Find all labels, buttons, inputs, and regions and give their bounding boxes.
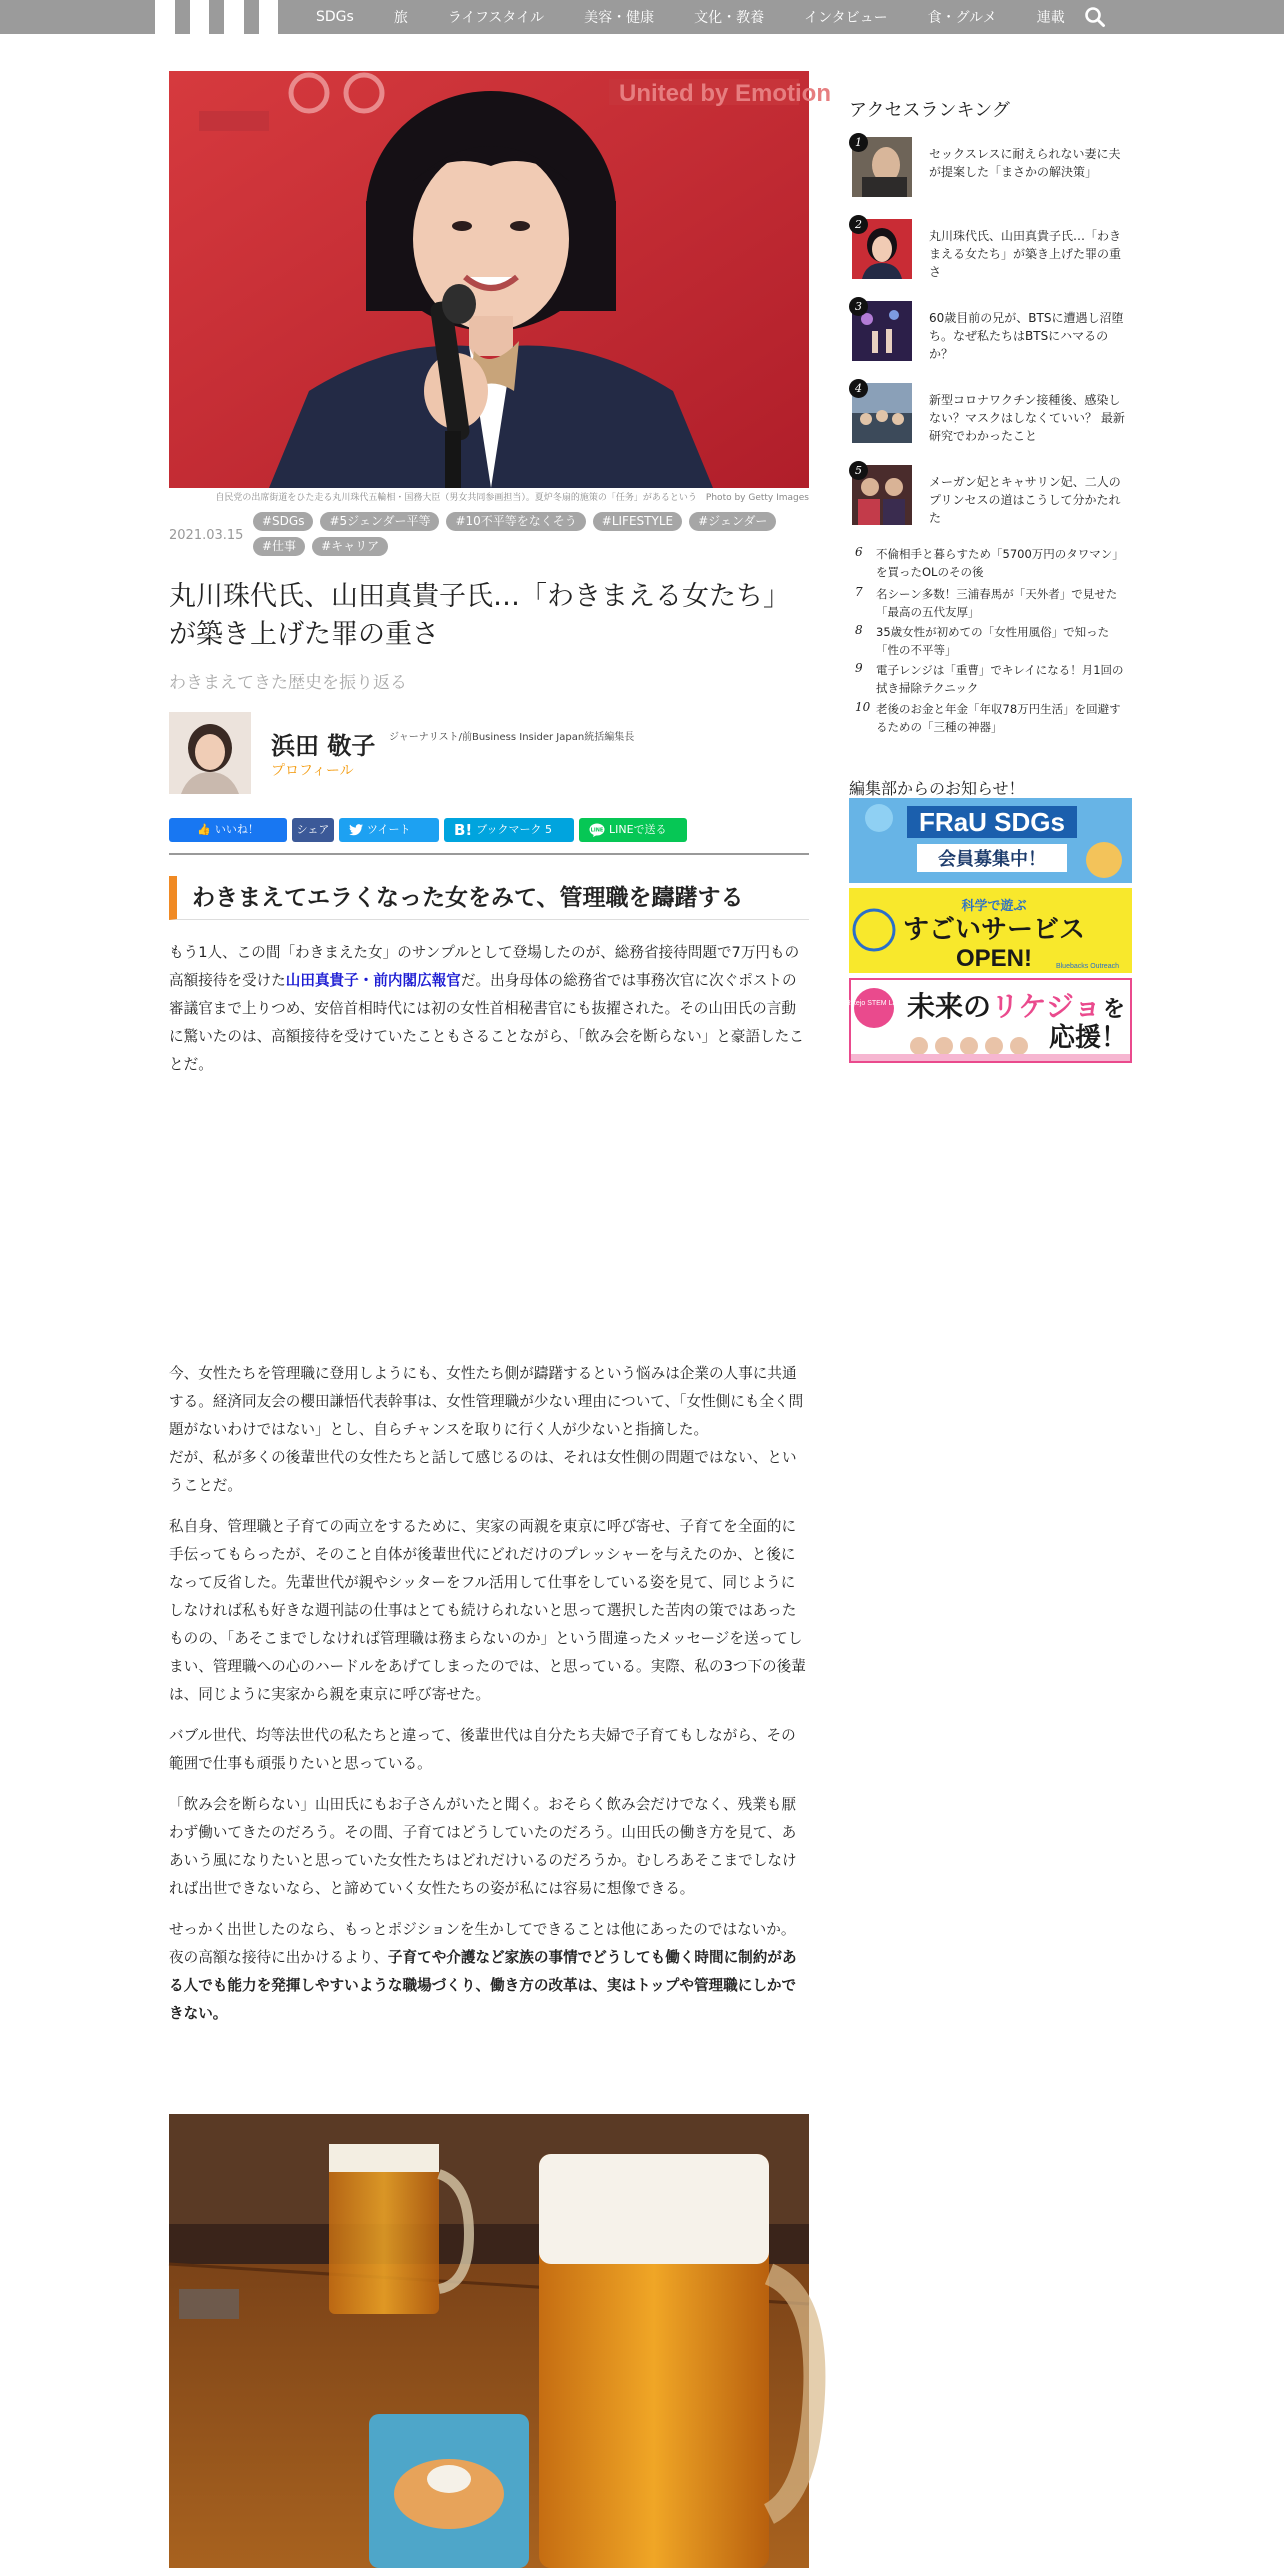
share-bar (169, 818, 687, 842)
rank-number: 7 (855, 585, 863, 599)
section-heading: わきまえてエラくなった女をみて、管理職を躊躇する (169, 876, 809, 920)
author-avatar (169, 712, 251, 794)
paragraph-text: バブル世代、均等法世代の私たちと違って、後輩世代は自分たち夫婦で子育てもしながら、その範囲で仕事も頑張りたいと思っている。 (169, 1727, 796, 1772)
tag[interactable]: #LIFESTYLE (593, 512, 682, 531)
facebook-like-button[interactable] (169, 818, 287, 842)
svg-text:United by Emotion: United by Emotion (619, 80, 831, 107)
tag[interactable]: #ジェンダー (689, 512, 776, 531)
rank-number: 4 (849, 379, 868, 398)
publish-date: 2021.03.15 (169, 528, 244, 543)
ranking-item-small[interactable] (849, 545, 1132, 581)
ranking-title: アクセスランキング (849, 100, 1010, 121)
hatena-label: ブックマーク 5 (476, 823, 553, 836)
banner-2-brand: Bluebacks Outreach (1055, 963, 1119, 970)
tag[interactable]: #SDGs (253, 512, 313, 531)
facebook-share-button[interactable] (292, 818, 334, 842)
ranking-item[interactable] (849, 219, 1132, 281)
banner-3-main-2: リケジョ (991, 990, 1102, 1023)
banner-bluebacks-outreach[interactable] (849, 888, 1132, 973)
ranking-title-text: 60歳目前の兄が、BTSに遭遇し沼堕ち。なぜ私たちはBTSにハマるのか？ (929, 311, 1124, 361)
article-paragraph-1 (169, 939, 809, 1092)
ranking-title-text: 老後のお金と年金「年収78万円生活」を回避するための「三種の神器」 (876, 702, 1121, 734)
ranking-title-text: 電子レンジは「重曹」でキレイになる！月1回の拭き掃除テクニック (876, 663, 1124, 695)
ranking-item[interactable] (849, 465, 1132, 527)
thumbs-up-icon: 👍 (197, 823, 211, 836)
nav-item-culture[interactable]: 文化・教養 (694, 10, 765, 26)
banner-1-title: FRaU SDGs (919, 807, 1065, 837)
tag[interactable]: #キャリア (312, 537, 388, 556)
banner-rikejo[interactable] (845, 978, 1132, 1063)
nav-item-series[interactable]: 連載 (1036, 10, 1065, 26)
paragraph-text: だが、私が多くの後輩世代の女性たちと話して感じるのは、それは女性側の問題ではない、ということだ。 (169, 1449, 797, 1494)
paragraph-text: 「飲み会を断らない」山田氏にもお子さんがいたと聞く。おそらく飲み会だけでなく、残業も厭わず働いてきたのだろう。その間、子育てはどうしていたのだろう。山田氏の働き方を見て、ああいう風になりたいと思っていた女性たちはどれだけいるのだろうか。むしろあそこまでしなければ出世できないなら、と諦めていく女性たちの姿が私には容易に想像できる。 (169, 1796, 797, 1897)
nav-item-travel[interactable]: 旅 (393, 10, 408, 26)
ranking-title-text: 名シーン多数！三浦春馬が「天外者」で見せた「最高の五代友厚」 (876, 587, 1118, 619)
author-role: ジャーナリスト/前Business Insider Japan統括編集長 (389, 732, 635, 743)
rank-number: 8 (855, 623, 863, 637)
ranking-title-text: 不倫相手と暮らすため「5700万円のタワマン」を買ったOLのその後 (876, 547, 1124, 579)
paragraph-text: せっかく出世したのなら、もっとポジションを生かしてできることは他にあったのではないか。夜の高額な接待に出かけるより、 (169, 1921, 796, 1966)
ranking-title-text: メーガン妃とキャサリン妃、二人のプリンセスの道はこうして分かたれた (929, 475, 1121, 525)
ranking-item[interactable] (849, 137, 1132, 199)
nav-menu (296, 0, 1085, 34)
nav-item-gourmet[interactable]: 食・グルメ (927, 10, 997, 26)
ranking-title-text: 新型コロナワクチン接種後、感染しない？マスクはしなくていい？ 最新研究でわかったこと (929, 393, 1125, 443)
paragraph-text: だ。出身母体の総務省では事務次官に次ぐポストの審議官まで上りつめ、安倍首相時代には初の女性首相秘書官にも抜擢された。その山田氏の言動に驚いたのは、高額接待を受けていたこともさることながら、「飲み会を断らない」と豪語したことだ。 (169, 972, 804, 1073)
article-title-line-1: 丸川珠代氏、山田真貴子氏…「わきまえる女たち」 (169, 581, 790, 612)
ranking-item[interactable] (849, 383, 1132, 445)
article-subtitle: わきまえてきた歴史を振り返る (169, 673, 407, 693)
author-profile-link[interactable]: プロフィール (271, 763, 354, 779)
tag[interactable]: #仕事 (253, 537, 305, 556)
svg-text:LINE: LINE (590, 827, 604, 834)
bold-emphasis: 子育てや介護など家族の事情でどうしても働く時間に制約がある人でも能力を発揮しやすいような職場づくり、働き方の改革は、実はトップや管理職にしかできない。 (169, 1949, 797, 2022)
divider (169, 853, 809, 855)
ranking-item-small[interactable] (849, 661, 1132, 697)
hero-photo-illustration (169, 71, 831, 488)
rank-number: 10 (855, 700, 871, 714)
nav-item-sdgs[interactable]: SDGs (316, 9, 354, 25)
nav-item-beauty[interactable]: 美容・健康 (584, 10, 655, 26)
search-icon[interactable] (1082, 4, 1108, 30)
banner-1-subtitle: 会員募集中！ (938, 849, 1046, 870)
hero-caption: 自民党の出席街道をひた走る丸川珠代五輪相・国務大臣（男女共同参画担当）。夏炉冬扇的施策の「任务」があるという Photo by Getty Images (215, 493, 809, 503)
ranking-item[interactable] (849, 301, 1132, 363)
nav-item-lifestyle[interactable]: ライフスタイル (447, 10, 545, 26)
banner-frau-sdgs[interactable] (849, 798, 1132, 883)
banner-3-main-4: 応援！ (1049, 1023, 1128, 1053)
ranking-title-text: セックスレスに耐えられない妻に夫が提案した「まさかの解決策」 (929, 147, 1121, 179)
banner-2-top: 科学で遊ぶ (961, 899, 1027, 914)
author-block (169, 712, 809, 796)
rank-number: 2 (849, 215, 868, 234)
paragraph-text: 今、女性たちを管理職に登用しようにも、女性たち側が躊躇するという悩みは企業の人事に共通する。経済同友会の櫻田謙悟代表幹事は、女性管理職が少ない理由について、「女性側にも全く問題がないわけではない」とし、自らチャンスを取りに行く人が少ないと指摘した。 (169, 1365, 804, 1438)
line-share-button[interactable] (579, 818, 687, 842)
article-title-line-2: が築き上げた罪の重さ (169, 619, 439, 650)
rank-number: 3 (849, 297, 868, 316)
notice-title: 編集部からのお知らせ！ (849, 779, 1025, 798)
banner-3-badge: Rikejo STEM Lab. (845, 1000, 903, 1007)
article-photo-beer (169, 2114, 809, 2568)
article-title (169, 578, 809, 654)
tweet-button[interactable] (339, 818, 439, 842)
author-name[interactable]: 浜田 敬子 (271, 732, 376, 760)
ranking-title-text: 35歳女性が初めての「女性用風俗」で知った「性の不平等」 (876, 625, 1110, 657)
site-logo[interactable] (155, 0, 293, 34)
inline-link-yamada[interactable]: 山田真貴子・前内閣広報官 (285, 972, 461, 989)
paragraph-text: もう1人、この間「わきまえた女」のサンプルとして登場したのが、総務省接待問題で7万円もの高額接待を受けた (169, 944, 800, 989)
line-label: LINEで送る (609, 823, 667, 836)
tag[interactable]: #10不平等をなくそう (446, 512, 585, 531)
facebook-like-label: いいね！ (214, 823, 259, 836)
ranking-item-small[interactable] (849, 585, 1132, 621)
tweet-label: ツイート (367, 823, 411, 836)
rank-number: 1 (849, 133, 868, 152)
tag-list (253, 512, 813, 556)
hatena-bookmark-button[interactable] (444, 818, 574, 842)
article-body (169, 1360, 809, 2041)
rank-number: 9 (855, 661, 863, 675)
ranking-item-small[interactable] (849, 623, 1132, 659)
rank-number: 5 (849, 461, 868, 480)
nav-item-interview[interactable]: インタビュー (804, 10, 888, 26)
banner-2-open: OPEN! (955, 945, 1033, 972)
twitter-bird-icon (349, 824, 363, 836)
hatena-icon: B! (454, 821, 473, 839)
tag[interactable]: #5ジェンダー平等 (320, 512, 439, 531)
banner-3-main-1: 未来の (907, 990, 992, 1023)
paragraph-text: 私自身、管理職と子育ての両立をするために、実家の両親を東京に呼び寄せ、子育てを全面的に手伝ってもらったが、そのこと自体が後輩世代にどれだけのプレッシャーを与えたのか、と後になって反省した。先輩世代が親やシッターをフル活用して仕事をしている姿を見て、同じようにしなければ私も好きな週刊誌の仕事はとても続けられないと思って選択した苦肉の策ではあったものの、「あそこまでしなければ管理職は務まらないのか」という間違ったメッセージを送ってしまい、管理職への心のハードルをあげてしまったのでは、と思っている。実際、私の3つ下の後輩は、同じように実家から親を東京に呼び寄せた。 (169, 1518, 806, 1703)
line-icon (589, 823, 605, 837)
rank-number: 6 (855, 545, 863, 559)
ranking-title-text: 丸川珠代氏、山田真貴子氏…「わきまえる女たち」が築き上げた罪の重さ (929, 229, 1122, 279)
beer-photo-illustration (169, 2114, 809, 2568)
ranking-item-small[interactable] (849, 700, 1132, 736)
banner-2-main: すごいサービス (902, 915, 1086, 945)
hero-image (169, 71, 831, 488)
banner-3-main-3: を (1103, 997, 1126, 1022)
facebook-share-label: シェア (296, 823, 330, 836)
top-navigation (0, 0, 1284, 34)
